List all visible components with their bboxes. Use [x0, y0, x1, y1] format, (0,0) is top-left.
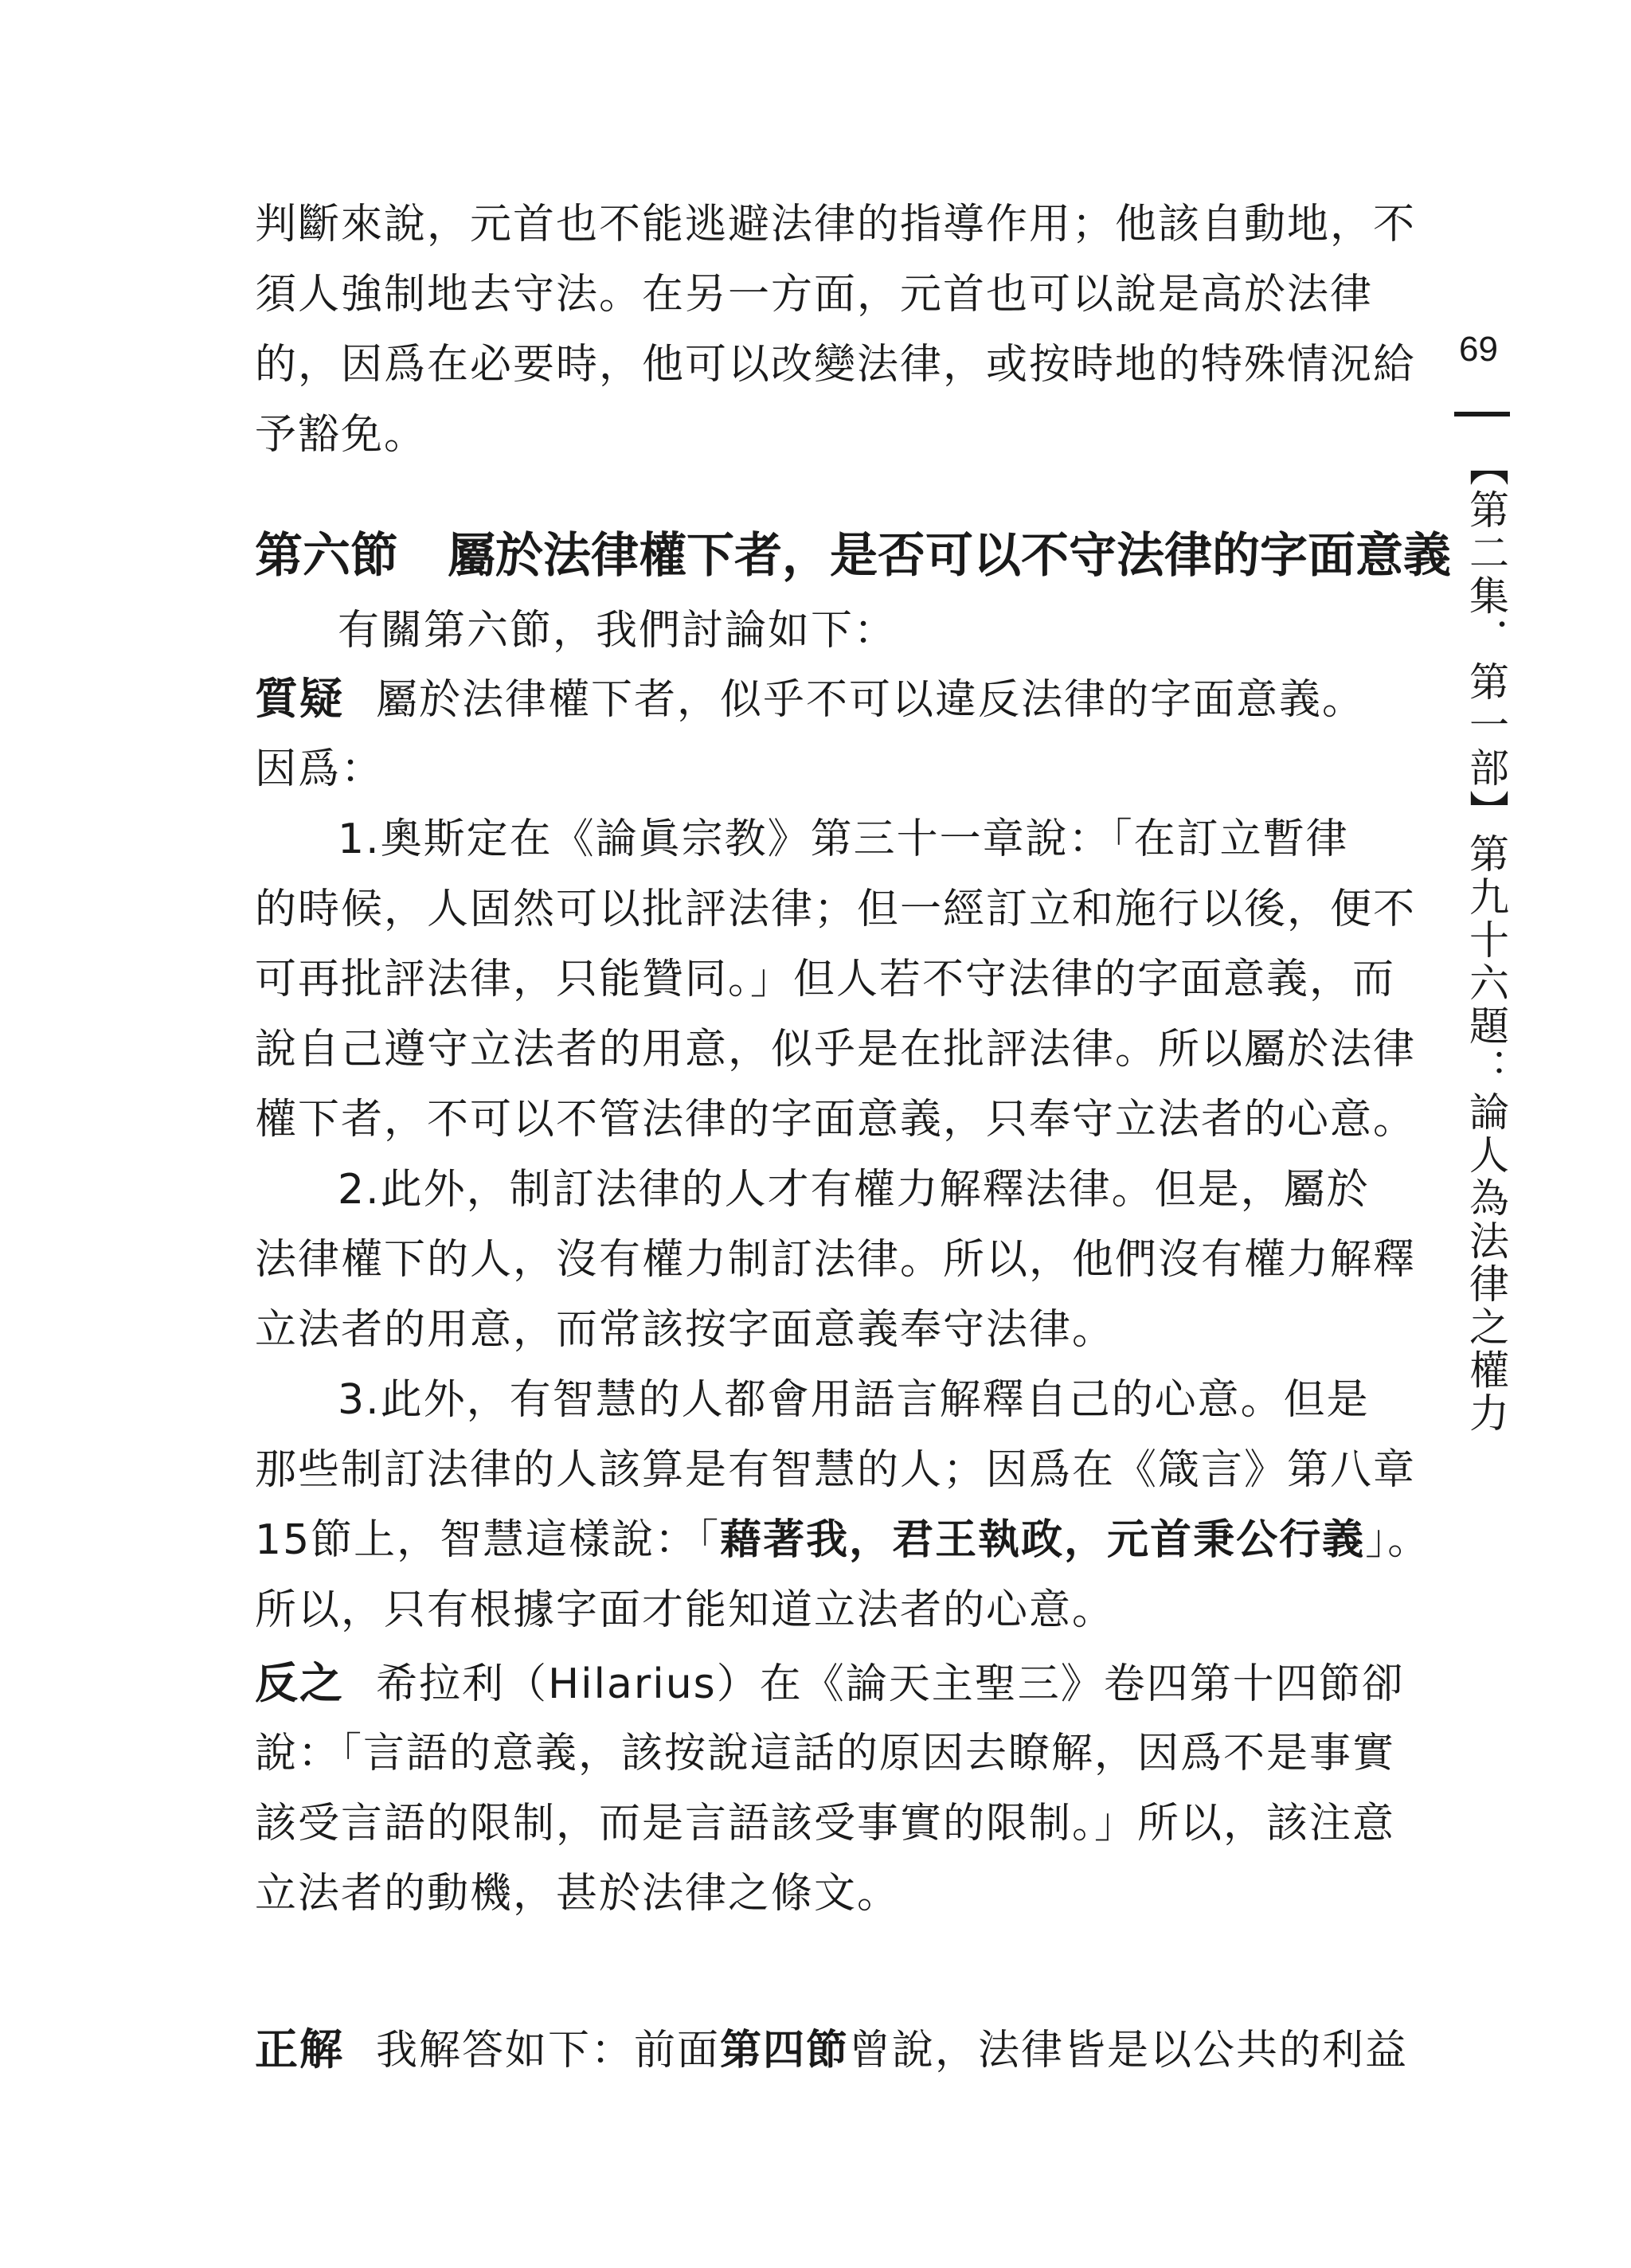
- quote-prefix: 15節上，智慧這樣說：「: [255, 1516, 721, 1564]
- text-line: 因爲：: [255, 745, 385, 793]
- section-heading: [255, 519, 1451, 592]
- section-number: 第六節: [255, 528, 398, 584]
- point-2-line: 法律權下的人，沒有權力制訂法律。所以，他們沒有權力解釋: [255, 1236, 1417, 1284]
- objection-block: [255, 664, 1431, 1645]
- top-paragraph: [255, 190, 1417, 470]
- point-1-line: 的時候，人固然可以批評法律；但一經訂立和施行以後，便不: [255, 886, 1417, 933]
- point-3-line: 3.此外，有智慧的人都會用語言解釋自己的心意。但是: [338, 1376, 1370, 1424]
- objection-label: 質疑: [255, 674, 344, 724]
- text-line: 判斷來說，元首也不能逃避法律的指導作用；他該自動地，不: [255, 201, 1417, 248]
- point-1-line: 可再批評法律，只能贊同。」但人若不守法律的字面意義，而: [255, 956, 1396, 1003]
- text-line: 予豁免。: [255, 411, 428, 459]
- text-line: [255, 664, 1402, 734]
- text-line: 的，因爲在必要時，他可以改變法律，或按時地的特殊情況給: [255, 341, 1417, 389]
- text-line: 立法者的動機，甚於法律之條文。: [255, 1870, 901, 1918]
- bible-quote: 藉著我，君王執政，元首秉公行義: [720, 1515, 1366, 1564]
- quote-suffix: 」。: [1365, 1516, 1431, 1564]
- answer-text-suffix: 曾說，法律皆是以公共的利益: [849, 2027, 1409, 2074]
- point-2-line: 立法者的用意，而常該按字面意義奉守法律。: [255, 1306, 1116, 1354]
- point-1-line: 1.奧斯定在《論眞宗教》第三十一章說：「在訂立暫律: [338, 815, 1349, 863]
- answer-text-prefix: 我解答如下：前面: [376, 2027, 721, 2074]
- point-3-line: 那些制訂法律的人該算是有智慧的人；因爲在《箴言》第八章: [255, 1446, 1417, 1494]
- page-number: 69: [1459, 330, 1498, 369]
- point-3-line: 所以，只有根據字面才能知道立法者的心意。: [255, 1586, 1116, 1634]
- objection-first-line: 屬於法律權下者，似乎不可以違反法律的字面意義。: [376, 676, 1366, 724]
- running-header: 【第二集．第一部】第九十六題：論人為法律之權力: [1463, 446, 1509, 1435]
- text-line: [255, 2015, 1409, 2085]
- point-3-line: [255, 1505, 1431, 1575]
- text-line: 有關第六節，我們討論如下：: [338, 607, 898, 655]
- text-line: 須人強制地去守法。在另一方面，元首也可以說是高於法律: [255, 271, 1374, 319]
- contrary-block: [255, 1648, 1405, 1929]
- point-1-line: 說自己遵守立法者的用意，似乎是在批評法律。所以屬於法律: [255, 1026, 1417, 1073]
- answer-block: [255, 2015, 1409, 2085]
- text-line: 說：「言語的意義，該按說這話的原因去瞭解，因爲不是事實: [255, 1730, 1396, 1777]
- contrary-label: 反之: [255, 1658, 344, 1708]
- point-1-line: 權下者，不可以不管法律的字面意義，只奉守立法者的心意。: [255, 1096, 1417, 1144]
- intro-paragraph: [255, 596, 1402, 666]
- point-2-line: 2.此外，制訂法律的人才有權力解釋法律。但是，屬於: [338, 1166, 1370, 1214]
- answer-label: 正解: [255, 2024, 344, 2074]
- contrary-first-line: 希拉利（Hilarius）在《論天主聖三》卷四第十四節卻: [376, 1660, 1405, 1708]
- text-line: 該受言語的限制，而是言語該受事實的限制。」所以，該注意: [255, 1800, 1396, 1848]
- header-rule: [1454, 412, 1510, 416]
- answer-reference: 第四節: [720, 2027, 850, 2074]
- text-line: [255, 1648, 1405, 1719]
- section-title: 屬於法律權下者，是否可以不守法律的字面意義: [448, 528, 1451, 584]
